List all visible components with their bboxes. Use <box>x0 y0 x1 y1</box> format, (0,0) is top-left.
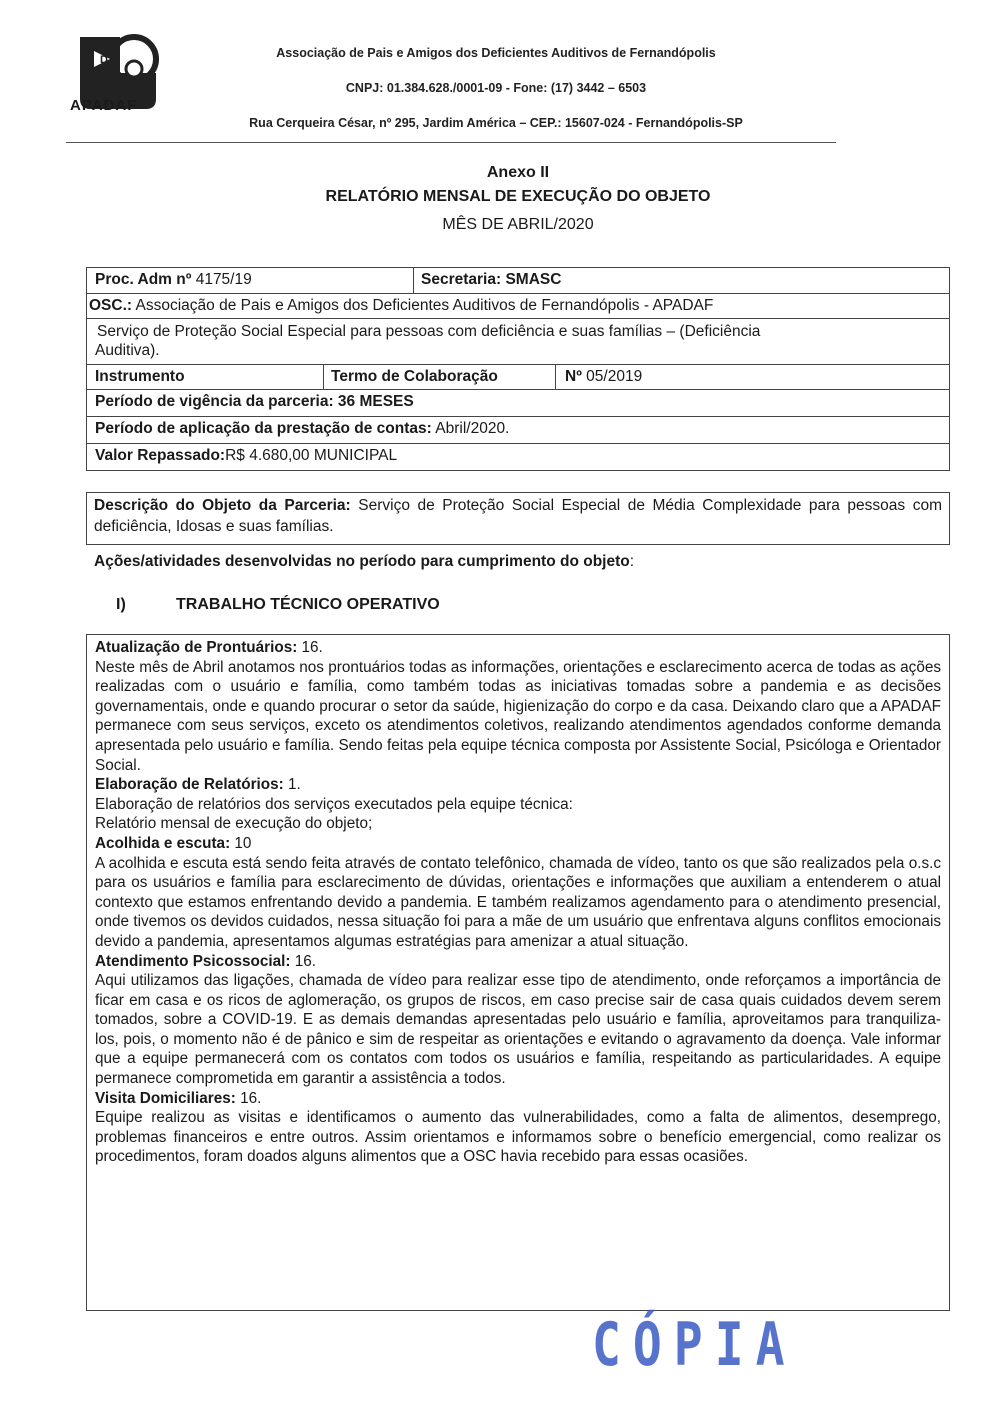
osc-label: OSC.: <box>89 297 133 314</box>
actions-heading-label: Ações/atividades desenvolvidas no período para cumprimento do objeto <box>94 553 630 570</box>
instrumento-label: Instrumento <box>95 368 185 385</box>
annex-title: Anexo II <box>486 164 550 181</box>
svg-text:D: D <box>100 54 108 66</box>
copy-stamp: CÓPIA <box>592 1310 797 1380</box>
info-table <box>86 267 950 471</box>
prontuarios-text: Neste mês de Abril anotamos nos prontuários todas as informações, orientações e esclarecimento acerca de todas as ações realizadas com o usuário e família, como também todas as iniciativas tomadas sobre a pandemia e as decisões governamentais, onde e quando procurar o setor da saúde, higienização do corpo e da casa. Deixando claro que a APADAF permanece com seus serviços, exceto os atendimentos coletivos, realizando atendimentos agendados conforme demanda apresentada pelo usuário e família. Sendo feitas pela equipe técnica composta por Assistente Social, Psicóloga e Orientador Social. <box>95 658 941 774</box>
vigencia: Período de vigência da parceria: 36 MESES <box>95 393 414 410</box>
report-month: MÊS DE ABRIL/2020 <box>442 216 594 233</box>
psicossocial-text: Aqui utilizamos das ligações, chamada de vídeo para realizar esse tipo de atendimento, onde reforçamos a importância de ficar em casa e os ricos de aglomeração, os grupos de riscos, em caso precise sair de casa quais cuidados devem serem tomados, sobre a COVID-19. E as demais demandas apresentadas pelo usuário e família, aproveitamos para tranquiliza-los, pois, o momento não é de pânico e sim de respeitar as orientações e evitando o agravamento da doença. Vale informar que a equipe permanecerá com os contatos com todos os usuários e família, respeitando as particularidades. A equipe permanece comprometida em garantir a assistência a todos. <box>95 972 941 1088</box>
description-box <box>86 492 950 545</box>
section-title: TRABALHO TÉCNICO OPERATIVO <box>176 596 440 613</box>
item-visita <box>95 1089 941 1109</box>
proc-value: 4175/19 <box>191 271 252 288</box>
row-valor <box>87 444 949 471</box>
relatorios-text-1: Elaboração de relatórios dos serviços executados pela equipe técnica: <box>95 795 573 813</box>
cnpj-phone: CNPJ: 01.384.628./0001-09 - Fone: (17) 3442 – 6503 <box>345 81 647 95</box>
actions-heading-suffix: : <box>629 553 635 570</box>
logo-text: APADAF <box>70 97 138 114</box>
operative-work-box <box>86 634 950 1311</box>
service-line-2: Auditiva). <box>95 342 160 359</box>
item-psicossocial <box>95 952 941 972</box>
header-divider <box>66 142 836 143</box>
acolhida-label: Acolhida e escuta: <box>95 834 231 852</box>
proc-label: Proc. Adm nº <box>95 271 192 288</box>
valor-value: R$ 4.680,00 MUNICIPAL <box>225 447 398 464</box>
aplicacao-label: Período de aplicação da prestação de contas: <box>95 420 432 437</box>
acolhida-text: A acolhida e escuta está sendo feita através de contato telefônico, chamada de vídeo, tanto os que são realizados pela o.s.c para os usuários e família para esclarecimento de dúvidas, orientações e informações que auxiliam a entenderem o atual contexto que estamos enfrentando devido a pandemia. E também realizamos agendamento para o atendimento presencial, onde tivemos os devidos cuidados, nessa situação foi para a mãe de um usuário que enfrentava alguns conflitos emocionais devido a pandemia, apresentamos algumas estratégias para amenizar a atual situação. <box>95 854 941 950</box>
relatorios-count: 1. <box>283 776 301 794</box>
acolhida-count: 10 <box>230 834 252 852</box>
actions-heading <box>94 553 634 571</box>
termo-label: Termo de Colaboração <box>331 368 498 385</box>
visita-text: Equipe realizou as visitas e identificamos o aumento das vulnerabilidades, como a falta de alimentos, desemprego, problemas financeiros e entre outros. Assim orientamos e informamos sobre o benefício emergencial, como realizar os procedimentos, foram doados alguns alimentos que a OSC havia recebido para essas ocasiões. <box>95 1109 941 1166</box>
service-line-1: Serviço de Proteção Social Especial para pessoas com deficiência e suas famílias – (Deficiência <box>97 323 761 340</box>
row-proc <box>87 268 949 294</box>
address: Rua Cerqueira César, nº 295, Jardim América – CEP.: 15607-024 - Fernandópolis-SP <box>249 116 743 130</box>
osc-value: Associação de Pais e Amigos dos Deficientes Auditivos de Fernandópolis - APADAF <box>132 297 714 314</box>
item-relatorios <box>95 775 941 795</box>
report-title: RELATÓRIO MENSAL DE EXECUÇÃO DO OBJETO <box>325 188 711 205</box>
description-text: Serviço de Proteção Social Especial de Média Complexidade para pessoas com deficiência, Idosas e suas famílias. <box>94 497 942 535</box>
prontuarios-label: Atualização de Prontuários: <box>95 639 298 656</box>
prontuarios-count: 16. <box>297 639 323 656</box>
relatorios-label: Elaboração de Relatórios: <box>95 776 284 794</box>
row-instrumento <box>87 365 949 390</box>
relatorios-text-2: Relatório mensal de execução do objeto; <box>95 815 373 833</box>
visita-count: 16. <box>235 1089 262 1107</box>
row-osc <box>87 294 949 319</box>
psicossocial-count: 16. <box>290 952 317 970</box>
row-aplicacao <box>87 417 949 444</box>
row-service <box>87 319 949 365</box>
row-vigencia <box>87 390 949 417</box>
visita-label: Visita Domiciliares: <box>95 1089 236 1107</box>
description-label: Descrição do Objeto da Parceria: <box>94 497 351 514</box>
org-name: Associação de Pais e Amigos dos Deficientes Auditivos de Fernandópolis <box>276 46 716 60</box>
numero-label: Nº <box>565 368 582 385</box>
section-number: I) <box>116 596 126 613</box>
aplicacao-value: Abril/2020. <box>431 420 510 437</box>
item-prontuarios <box>95 638 941 658</box>
secretaria-label: Secretaria: SMASC <box>421 271 562 288</box>
item-acolhida <box>95 834 941 854</box>
psicossocial-label: Atendimento Psicossocial: <box>95 952 291 970</box>
numero-value: 05/2019 <box>581 368 643 385</box>
valor-label: Valor Repassado: <box>95 447 226 464</box>
